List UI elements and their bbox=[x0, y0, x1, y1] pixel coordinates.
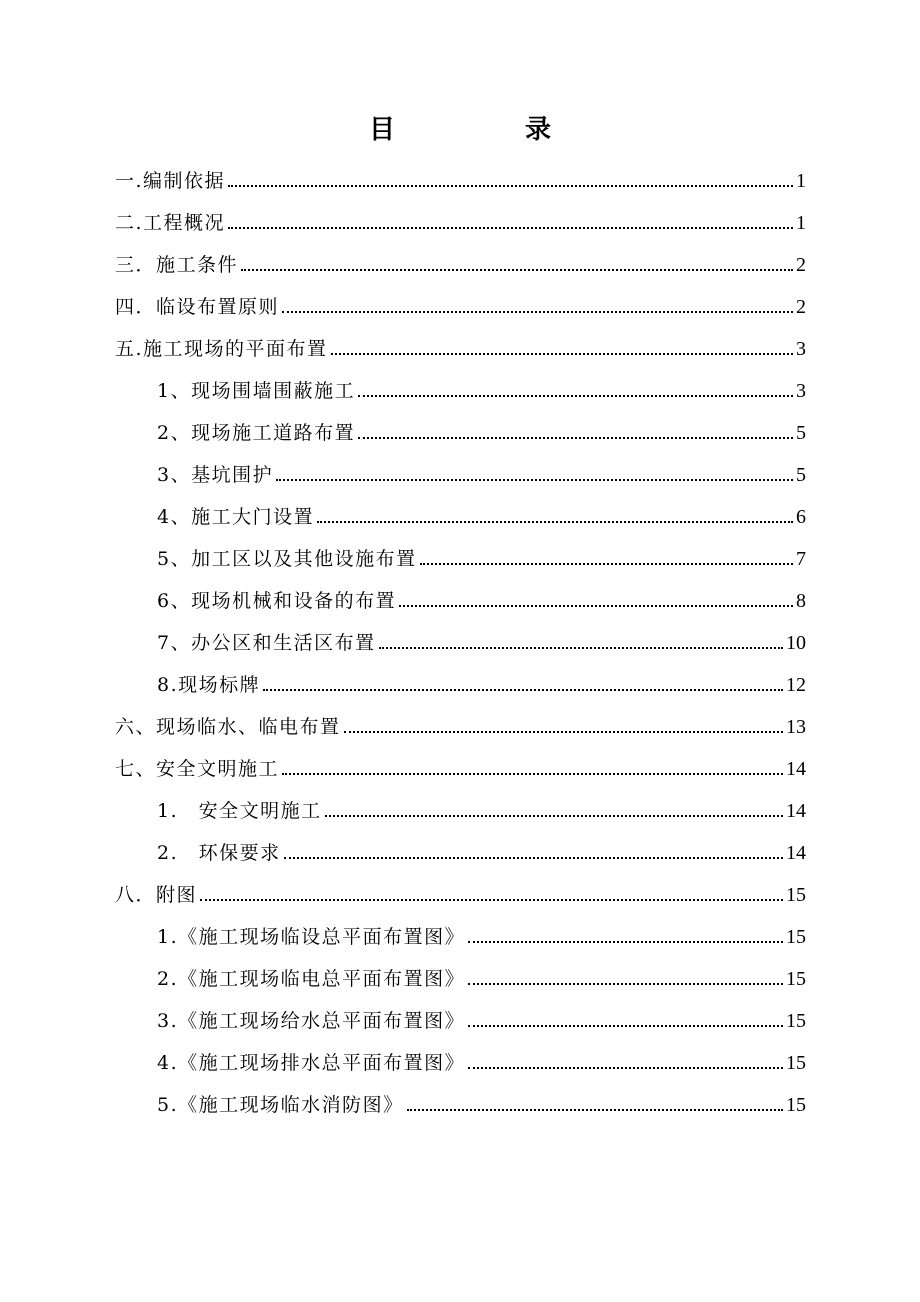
toc-page-number: 7 bbox=[796, 548, 806, 570]
dot-leader bbox=[228, 185, 793, 187]
toc-entry[interactable] bbox=[0, 1002, 920, 1044]
dot-leader bbox=[468, 1025, 783, 1027]
toc-entry-title: 七、安全文明施工 bbox=[115, 758, 280, 780]
toc-page-number: 6 bbox=[796, 506, 806, 528]
toc-entry[interactable] bbox=[0, 372, 920, 414]
toc-page-number: 15 bbox=[786, 926, 806, 948]
toc-entry-title: 2. 环保要求 bbox=[157, 842, 281, 864]
toc-entry-title: 一.编制依据 bbox=[115, 170, 226, 192]
toc-entry[interactable] bbox=[0, 288, 920, 330]
toc-entry-title: 五.施工现场的平面布置 bbox=[115, 338, 328, 360]
toc-entry-title: 7、办公区和生活区布置 bbox=[157, 632, 376, 654]
toc-entry-title: 1、现场围墙围蔽施工 bbox=[157, 380, 356, 402]
toc-entry[interactable] bbox=[0, 624, 920, 666]
dot-leader bbox=[284, 857, 783, 859]
toc-page-number: 1 bbox=[796, 212, 806, 234]
toc-page-number: 15 bbox=[786, 1052, 806, 1074]
toc-entry[interactable] bbox=[0, 246, 920, 288]
toc-entry-title: 1. 安全文明施工 bbox=[157, 800, 322, 822]
dot-leader bbox=[379, 647, 783, 649]
toc-page-number: 14 bbox=[786, 758, 806, 780]
toc-entry[interactable] bbox=[0, 456, 920, 498]
toc-entry[interactable] bbox=[0, 750, 920, 792]
dot-leader bbox=[468, 941, 783, 943]
toc-page-number: 2 bbox=[796, 296, 806, 318]
dot-leader bbox=[241, 269, 793, 271]
dot-leader bbox=[331, 353, 793, 355]
toc-entry[interactable] bbox=[0, 498, 920, 540]
toc-entry-title: 2、现场施工道路布置 bbox=[157, 422, 356, 444]
toc-entry[interactable] bbox=[0, 666, 920, 708]
toc-entry-title: 三．施工条件 bbox=[115, 254, 239, 276]
toc-entry-title: 二.工程概况 bbox=[115, 212, 226, 234]
toc-entry-title: 六、现场临水、临电布置 bbox=[115, 716, 341, 738]
toc-entry[interactable] bbox=[0, 1044, 920, 1086]
dot-leader bbox=[200, 899, 783, 901]
dot-leader bbox=[276, 479, 793, 481]
toc-page-number: 14 bbox=[786, 800, 806, 822]
dot-leader bbox=[420, 563, 793, 565]
toc-page-number: 14 bbox=[786, 842, 806, 864]
dot-leader bbox=[317, 521, 793, 523]
toc-page-number: 15 bbox=[786, 884, 806, 906]
dot-leader bbox=[344, 731, 783, 733]
dot-leader bbox=[407, 1109, 783, 1111]
toc-entry-title: 4、施工大门设置 bbox=[157, 506, 315, 528]
toc-page-number: 15 bbox=[786, 1010, 806, 1032]
toc-page-number: 2 bbox=[796, 254, 806, 276]
toc-entry[interactable] bbox=[0, 162, 920, 204]
toc-page-number: 1 bbox=[796, 170, 806, 192]
toc-entry-title: 四．临设布置原则 bbox=[115, 296, 280, 318]
toc-title: 目 录 bbox=[368, 115, 603, 145]
dot-leader bbox=[282, 311, 793, 313]
toc-page-number: 5 bbox=[796, 422, 806, 444]
toc-entry-title: 八．附图 bbox=[115, 884, 198, 906]
toc-entry-title: 5、加工区以及其他设施布置 bbox=[157, 548, 417, 570]
toc-entry[interactable] bbox=[0, 708, 920, 750]
toc-page-number: 15 bbox=[786, 968, 806, 990]
toc-entry-title: 8.现场标牌 bbox=[157, 674, 261, 696]
toc-entry[interactable] bbox=[0, 792, 920, 834]
dot-leader bbox=[325, 815, 783, 817]
toc-entry[interactable] bbox=[0, 1086, 920, 1128]
dot-leader bbox=[468, 1067, 783, 1069]
toc-entry[interactable] bbox=[0, 204, 920, 246]
toc-page-number: 8 bbox=[796, 590, 806, 612]
toc-entry-title: 1.《施工现场临设总平面布置图》 bbox=[157, 926, 466, 948]
toc-entry-title: 4.《施工现场排水总平面布置图》 bbox=[157, 1052, 466, 1074]
dot-leader bbox=[468, 983, 783, 985]
toc-page-number: 10 bbox=[786, 632, 806, 654]
toc-entry-title: 2.《施工现场临电总平面布置图》 bbox=[157, 968, 466, 990]
toc-entry[interactable] bbox=[0, 834, 920, 876]
toc-entry[interactable] bbox=[0, 960, 920, 1002]
toc-entry[interactable] bbox=[0, 414, 920, 456]
toc-entry-title: 5.《施工现场临水消防图》 bbox=[157, 1094, 404, 1116]
toc-page-number: 3 bbox=[796, 338, 806, 360]
dot-leader bbox=[282, 773, 783, 775]
toc-page-number: 12 bbox=[786, 674, 806, 696]
toc-page-number: 3 bbox=[796, 380, 806, 402]
dot-leader bbox=[228, 227, 793, 229]
toc-entry[interactable] bbox=[0, 540, 920, 582]
dot-leader bbox=[358, 395, 793, 397]
toc-entry[interactable] bbox=[0, 330, 920, 372]
toc-entry[interactable] bbox=[0, 582, 920, 624]
toc-page-number: 5 bbox=[796, 464, 806, 486]
toc-entry[interactable] bbox=[0, 876, 920, 918]
dot-leader bbox=[263, 689, 783, 691]
dot-leader bbox=[399, 605, 793, 607]
table-of-contents bbox=[0, 162, 920, 1128]
dot-leader bbox=[358, 437, 793, 439]
toc-page-number: 13 bbox=[786, 716, 806, 738]
toc-entry-title: 6、现场机械和设备的布置 bbox=[157, 590, 397, 612]
toc-page-number: 15 bbox=[786, 1094, 806, 1116]
toc-entry[interactable] bbox=[0, 918, 920, 960]
toc-entry-title: 3.《施工现场给水总平面布置图》 bbox=[157, 1010, 466, 1032]
toc-entry-title: 3、基坑围护 bbox=[157, 464, 274, 486]
